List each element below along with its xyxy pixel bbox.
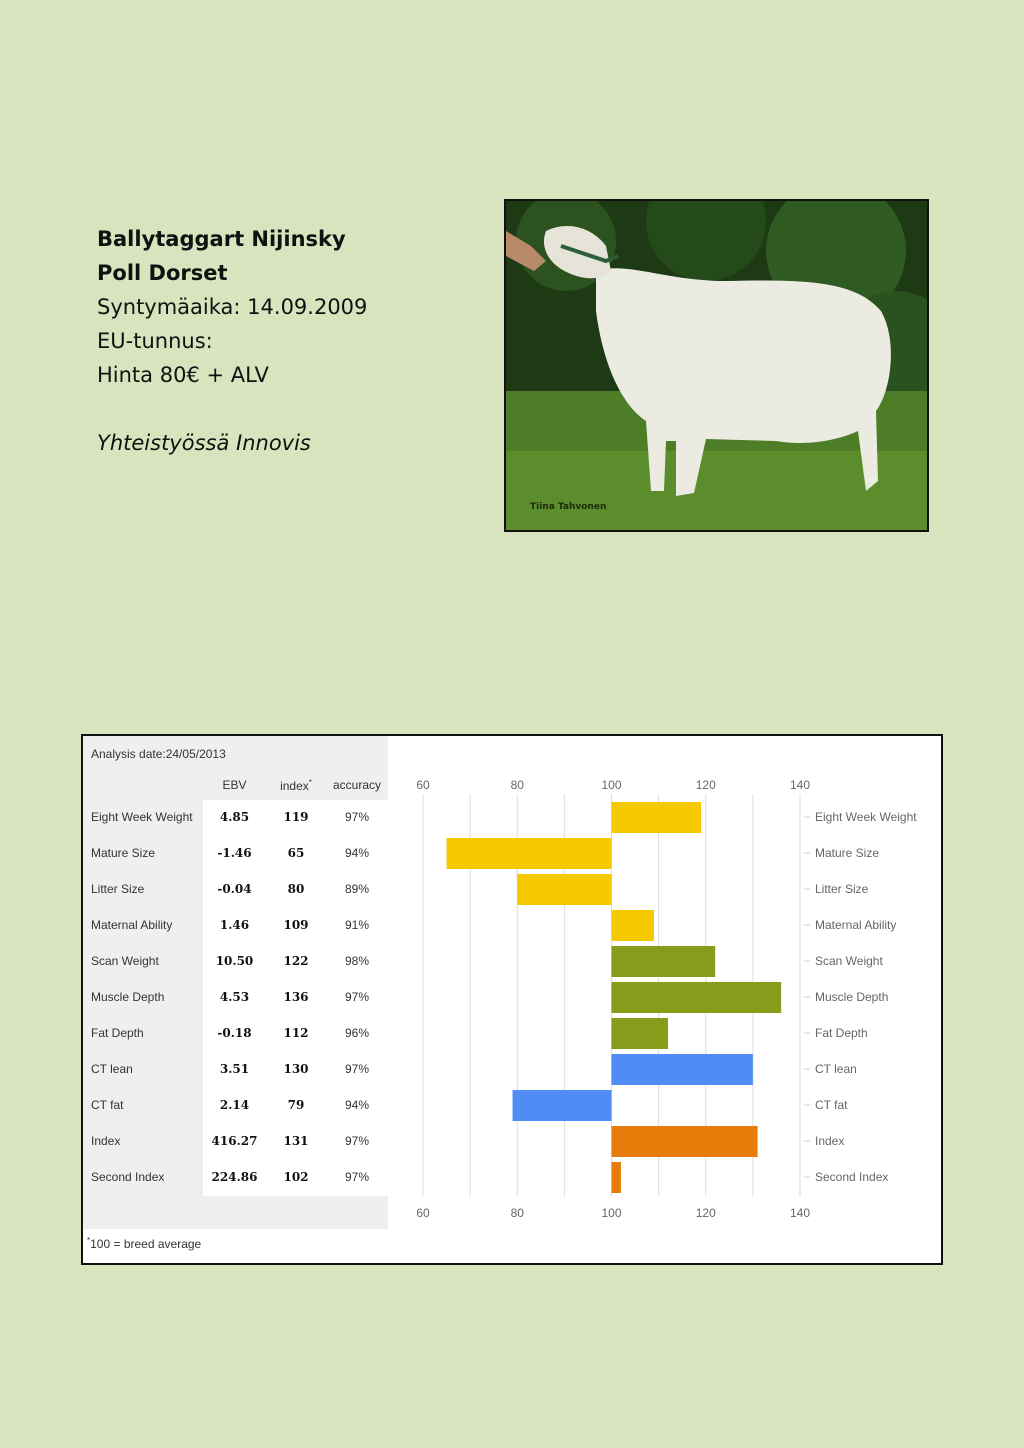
index-value: 102 [283, 1170, 309, 1184]
bar [612, 1162, 621, 1193]
photo-credit: Tiina Tahvonen [530, 502, 607, 512]
partner-note: Yhteistyössä Innovis [97, 431, 311, 455]
accuracy-value: 94% [344, 846, 370, 860]
bar-label: Litter Size [815, 882, 869, 896]
trait-label: Maternal Ability [91, 918, 173, 932]
index-value: 136 [283, 990, 309, 1004]
accuracy-value: 97% [344, 1134, 370, 1148]
table-row [83, 836, 388, 872]
bar-label: Second Index [815, 1170, 889, 1184]
ebv-table [83, 736, 388, 1229]
accuracy-value: 97% [344, 1170, 370, 1184]
table-row [83, 1160, 388, 1196]
bar [612, 1018, 669, 1049]
bar [612, 982, 782, 1013]
x-tick-top: 80 [510, 778, 524, 792]
header-accuracy: accuracy [332, 778, 382, 792]
ebv-value: 10.50 [215, 954, 254, 968]
x-tick-top: 140 [789, 778, 811, 792]
bar [612, 1054, 753, 1085]
index-value: 130 [283, 1062, 309, 1076]
breed: Poll Dorset [97, 261, 228, 285]
header-index: index* [280, 778, 312, 793]
index-value: 112 [283, 1026, 309, 1040]
birth-date: Syntymäaika: 14.09.2009 [97, 295, 368, 319]
accuracy-value: 97% [344, 810, 370, 824]
table-row [83, 1016, 388, 1052]
trait-label: Second Index [91, 1170, 165, 1184]
x-tick-bottom: 60 [416, 1206, 430, 1220]
trait-label: Muscle Depth [91, 990, 165, 1004]
bar-label: Muscle Depth [815, 990, 889, 1004]
bar-label: Eight Week Weight [815, 810, 917, 824]
index-value: 80 [287, 882, 305, 896]
analysis-date: Analysis date:24/05/2013 [91, 747, 226, 761]
index-value: 79 [287, 1098, 305, 1112]
ebv-value: -1.46 [217, 846, 252, 860]
trait-label: CT fat [91, 1098, 124, 1112]
index-value: 122 [283, 954, 309, 968]
bar [612, 1126, 758, 1157]
ebv-value: 4.85 [219, 810, 250, 824]
x-tick-bottom: 100 [601, 1206, 622, 1220]
x-tick-top: 120 [695, 778, 716, 792]
eu-id: EU-tunnus: [97, 329, 213, 353]
bar-label: Maternal Ability [815, 918, 897, 932]
bar [513, 1090, 612, 1121]
table-row [83, 1124, 388, 1160]
x-tick-bottom: 80 [510, 1206, 524, 1220]
trait-label: Scan Weight [91, 954, 159, 968]
bar [612, 802, 702, 833]
ebv-value: 1.46 [219, 918, 250, 932]
x-tick-bottom: 140 [789, 1206, 811, 1220]
x-tick-top: 100 [601, 778, 622, 792]
x-tick-top: 60 [416, 778, 430, 792]
index-value: 109 [283, 918, 309, 932]
ebv-panel [81, 734, 943, 1265]
animal-info [97, 222, 367, 460]
ebv-value: 3.51 [219, 1062, 250, 1076]
trait-label: Eight Week Weight [91, 810, 193, 824]
accuracy-value: 98% [344, 954, 370, 968]
ebv-value: -0.04 [217, 882, 252, 896]
trait-label: Litter Size [91, 882, 145, 896]
ebv-value: 2.14 [219, 1098, 250, 1112]
ebv-value: 224.86 [211, 1170, 258, 1184]
sheep-photo [504, 199, 929, 532]
header-ebv: EBV [222, 778, 247, 792]
accuracy-value: 94% [344, 1098, 370, 1112]
bar [517, 874, 611, 905]
accuracy-value: 89% [344, 882, 370, 896]
bar [612, 910, 654, 941]
bar-label: Mature Size [815, 846, 880, 860]
table-row [83, 1088, 388, 1124]
bar-label: Scan Weight [815, 954, 883, 968]
index-value: 119 [283, 810, 309, 824]
index-value: 131 [283, 1134, 309, 1148]
table-row [83, 908, 388, 944]
footnote: *100 = breed average [87, 1236, 202, 1251]
bar [612, 946, 716, 977]
table-row [83, 800, 388, 836]
accuracy-value: 91% [344, 918, 370, 932]
bar-label: Index [815, 1134, 845, 1148]
price: Hinta 80€ + ALV [97, 363, 269, 387]
table-row [83, 872, 388, 908]
bar-label: Fat Depth [815, 1026, 868, 1040]
table-row [83, 980, 388, 1016]
trait-label: Fat Depth [91, 1026, 144, 1040]
table-row [83, 1052, 388, 1088]
bar-label: CT fat [815, 1098, 848, 1112]
animal-name: Ballytaggart Nijinsky [97, 227, 346, 251]
bar-label: CT lean [815, 1062, 857, 1076]
ebv-value: 4.53 [219, 990, 250, 1004]
x-tick-bottom: 120 [695, 1206, 716, 1220]
table-row [83, 944, 388, 980]
trait-label: Index [91, 1134, 121, 1148]
accuracy-value: 96% [344, 1026, 370, 1040]
trait-label: CT lean [91, 1062, 133, 1076]
index-bar-chart [388, 736, 941, 1229]
ebv-value: 416.27 [211, 1134, 258, 1148]
ebv-value: -0.18 [217, 1026, 252, 1040]
trait-label: Mature Size [91, 846, 156, 860]
index-value: 65 [287, 846, 305, 860]
accuracy-value: 97% [344, 990, 370, 1004]
bar [447, 838, 612, 869]
accuracy-value: 97% [344, 1062, 370, 1076]
